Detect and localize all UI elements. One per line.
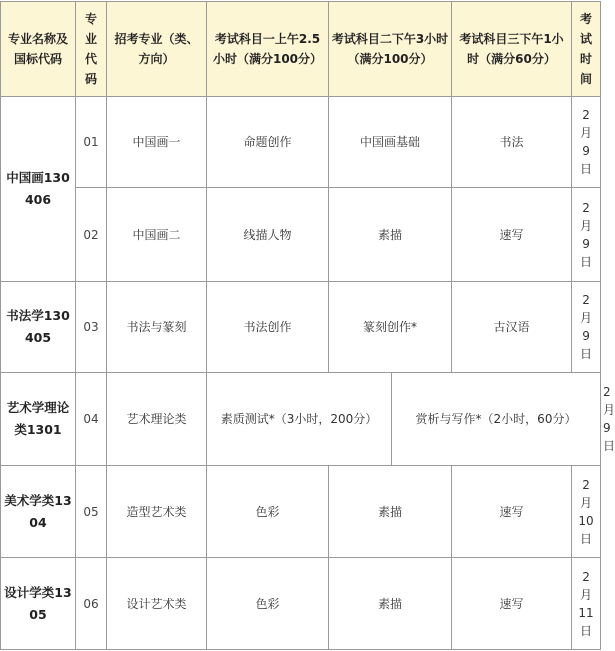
code-cell: 02 xyxy=(76,188,107,282)
date-cell xyxy=(572,97,601,188)
stacked-char: 日 xyxy=(580,623,593,638)
subject2-cell: 素描 xyxy=(329,466,452,558)
stacked-char: 月 xyxy=(580,587,593,602)
subject1-cell: 书法创作 xyxy=(207,282,329,373)
major-cell: 设计学类1305 xyxy=(1,558,76,650)
table-row xyxy=(1,558,601,650)
stacked-char: 月 xyxy=(580,311,593,325)
subject3-cell: 速写 xyxy=(452,466,572,558)
code-cell: 04 xyxy=(76,373,107,466)
table-row xyxy=(1,97,601,188)
stacked-char: 时 xyxy=(580,52,593,66)
stacked-char: 9 xyxy=(582,329,590,343)
subject1-cell: 命题创作 xyxy=(207,97,329,188)
header-subject2: 考试科目二下午3小时 （满分100分） xyxy=(329,2,452,97)
stacked-char: 2 xyxy=(582,108,590,122)
major-cell: 中国画130406 xyxy=(1,97,76,282)
code-cell: 01 xyxy=(76,97,107,188)
stacked-char: 考 xyxy=(580,12,593,26)
stacked-char: 日 xyxy=(580,347,593,361)
date-cell xyxy=(572,558,601,650)
stacked-char: 2 xyxy=(582,477,590,492)
stacked-char: 日 xyxy=(580,254,593,269)
date-cell xyxy=(572,188,601,282)
stacked-char: 10 xyxy=(578,513,594,528)
exam-schedule-table xyxy=(0,1,615,650)
direction-cell: 书法与篆刻 xyxy=(107,282,207,373)
subject1-cell: 线描人物 xyxy=(207,188,329,282)
subject3-cell: 书法 xyxy=(452,97,572,188)
stacked-char: 月 xyxy=(580,126,593,140)
subject2-cell: 素描 xyxy=(329,558,452,650)
stacked-char: 试 xyxy=(580,32,593,46)
date-text xyxy=(574,476,598,548)
stacked-char: 月 xyxy=(580,495,593,510)
subject2-cell: 中国画基础 xyxy=(329,97,452,188)
subject1-cell: 色彩 xyxy=(207,466,329,558)
header-row xyxy=(1,2,601,97)
stacked-char: 2 xyxy=(582,569,590,584)
table-row xyxy=(1,188,601,282)
stacked-char: 日 xyxy=(580,162,593,176)
code-cell: 03 xyxy=(76,282,107,373)
subject2-cell: 素描 xyxy=(329,188,452,282)
subject3-cell: 速写 xyxy=(452,558,572,650)
date-text xyxy=(574,106,598,178)
direction-cell: 造型艺术类 xyxy=(107,466,207,558)
date-text xyxy=(574,199,598,271)
direction-cell: 中国画二 xyxy=(107,188,207,282)
subject3-cell: 速写 xyxy=(452,188,572,282)
stacked-char: 码 xyxy=(84,72,97,86)
stacked-char: 11 xyxy=(578,605,594,620)
subject1-merged-cell: 素质测试*（3小时，200分） xyxy=(207,373,392,466)
direction-cell: 设计艺术类 xyxy=(107,558,207,650)
stacked-char: 9 xyxy=(582,236,590,251)
stacked-char: 月 xyxy=(580,218,593,233)
major-cell: 美术学类1304 xyxy=(1,466,76,558)
stacked-char: 9 xyxy=(582,144,590,158)
major-cell: 书法学130405 xyxy=(1,282,76,373)
date-text xyxy=(574,568,598,640)
table-row xyxy=(1,282,601,373)
header-code-text xyxy=(78,9,104,89)
subject1-cell: 色彩 xyxy=(207,558,329,650)
header-subject1: 考试科目一上午2.5小时（满分100分） xyxy=(207,2,329,97)
direction-cell: 中国画一 xyxy=(107,97,207,188)
subject2-merged-cell: 赏析与写作*（2小时，60分） xyxy=(392,373,601,466)
date-cell xyxy=(572,466,601,558)
stacked-char: 2 xyxy=(582,293,590,307)
date-cell xyxy=(572,282,601,373)
code-cell: 05 xyxy=(76,466,107,558)
date-text xyxy=(574,291,598,363)
direction-cell: 艺术理论类 xyxy=(107,373,207,466)
header-major: 专业名称及国标代码 xyxy=(1,2,76,97)
header-code xyxy=(76,2,107,97)
code-cell: 06 xyxy=(76,558,107,650)
subject2-cell: 篆刻创作* xyxy=(329,282,452,373)
table-row xyxy=(1,466,601,558)
header-time-text xyxy=(574,9,598,89)
stacked-char: 代 xyxy=(84,52,97,66)
major-cell: 艺术学理论类1301 xyxy=(1,373,76,466)
stacked-char: 2 xyxy=(582,200,590,215)
stacked-char: 业 xyxy=(84,32,97,46)
subject3-cell: 古汉语 xyxy=(452,282,572,373)
stacked-char: 专 xyxy=(84,12,97,26)
stacked-char: 日 xyxy=(580,531,593,546)
header-subject3: 考试科目三下午1小时（满分60分） xyxy=(452,2,572,97)
stacked-char: 间 xyxy=(580,72,593,86)
header-time xyxy=(572,2,601,97)
header-direction: 招考专业（类、方向） xyxy=(107,2,207,97)
table-row: 艺术学理论类1301 04 艺术理论类 素质测试*（3小时，200分） 赏析与写作*（2小时，60分） 2 月 9 日 xyxy=(1,373,601,466)
